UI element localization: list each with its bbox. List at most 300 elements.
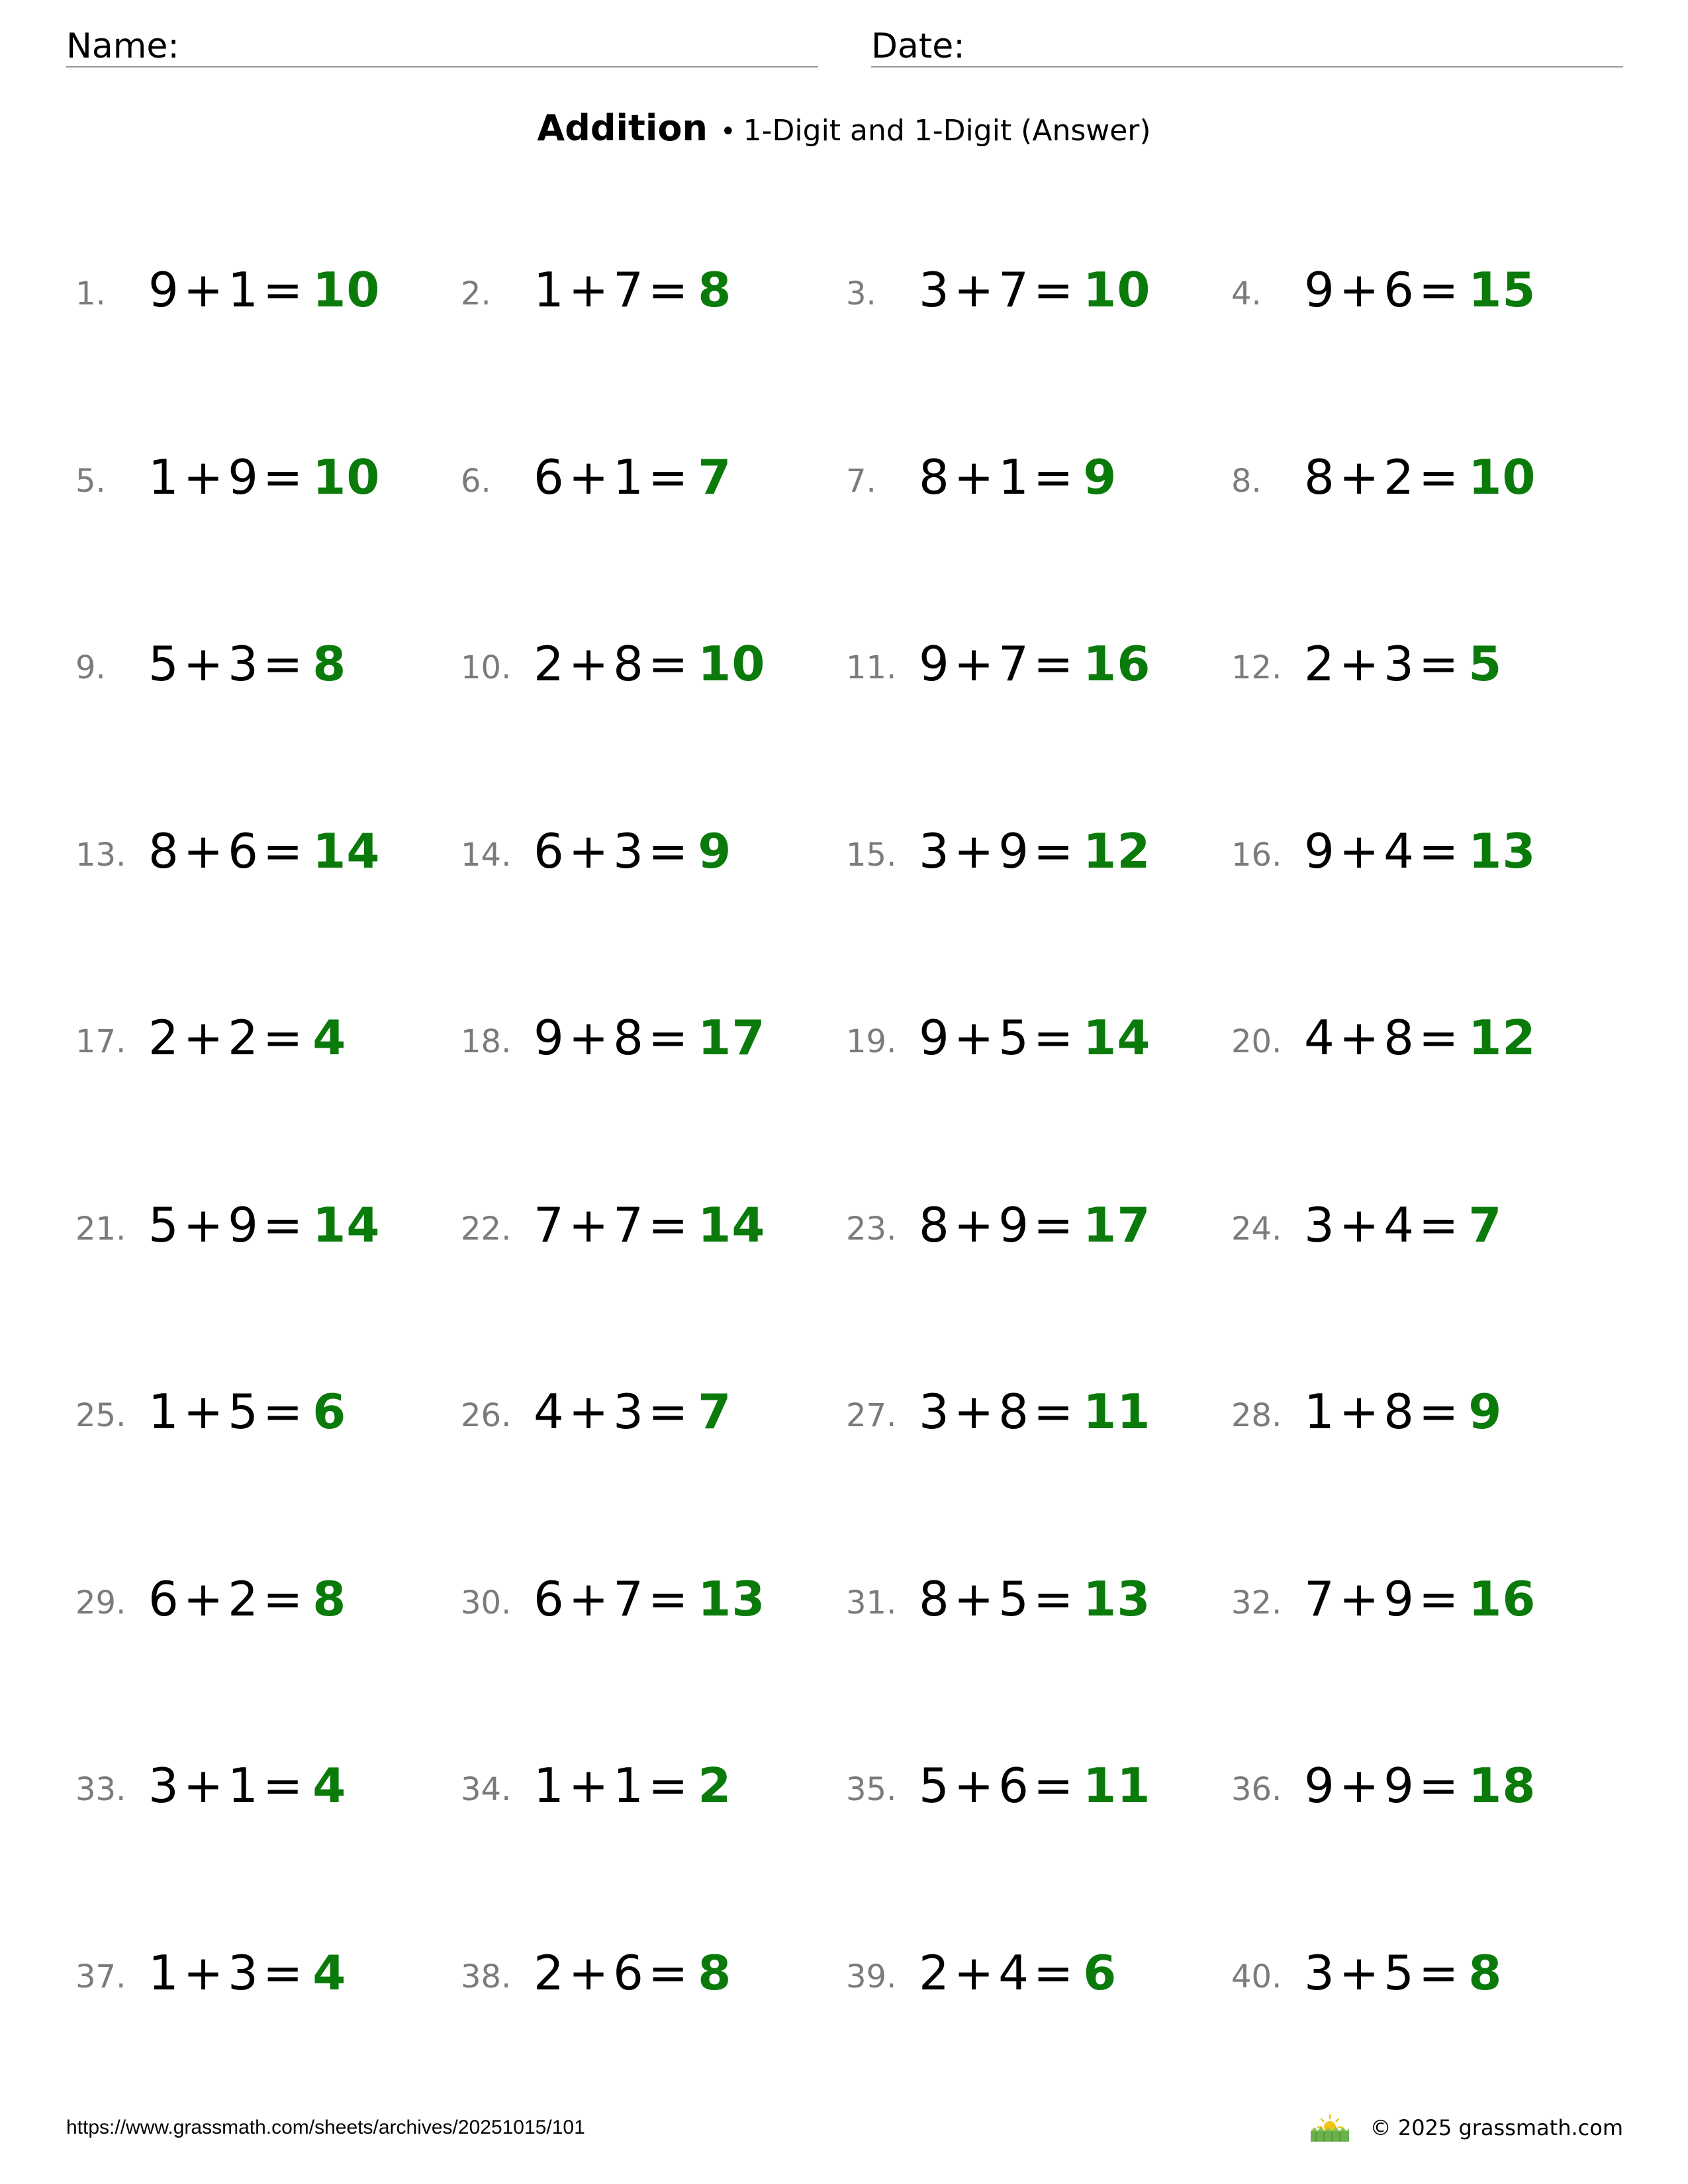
answer: 8 bbox=[312, 636, 347, 692]
equals-sign: = bbox=[262, 449, 304, 505]
answer: 7 bbox=[698, 449, 732, 505]
operand-a: 8 bbox=[148, 823, 179, 879]
operand-b: 8 bbox=[613, 636, 644, 692]
operand-a: 8 bbox=[1304, 449, 1335, 505]
operand-a: 9 bbox=[534, 1010, 565, 1066]
problem-number: 3. bbox=[846, 275, 876, 312]
title-separator: • bbox=[720, 116, 736, 147]
problem-number: 27. bbox=[846, 1397, 897, 1434]
problem-number: 1. bbox=[75, 275, 106, 312]
problem-number: 40. bbox=[1231, 1958, 1282, 1995]
answer: 9 bbox=[1468, 1384, 1503, 1439]
date-label: Date: bbox=[871, 26, 965, 66]
operator: + bbox=[1338, 1010, 1380, 1066]
equals-sign: = bbox=[1418, 1384, 1460, 1439]
problem-item bbox=[1231, 258, 1602, 324]
problem-expression bbox=[148, 1010, 346, 1066]
equals-sign: = bbox=[1418, 636, 1460, 692]
problem-number: 6. bbox=[461, 462, 491, 500]
answer: 13 bbox=[698, 1570, 766, 1627]
problem-number: 33. bbox=[75, 1771, 126, 1808]
operand-a: 8 bbox=[919, 1197, 950, 1253]
problem-item bbox=[1231, 1193, 1602, 1259]
operand-a: 5 bbox=[919, 1758, 950, 1813]
problem-item bbox=[75, 258, 446, 324]
operator: + bbox=[1338, 262, 1380, 318]
problem-expression bbox=[148, 823, 380, 879]
operand-a: 2 bbox=[919, 1944, 950, 2001]
problem-item bbox=[1231, 1754, 1602, 1820]
problem-item bbox=[461, 819, 831, 886]
equals-sign: = bbox=[262, 1384, 304, 1439]
problem-expression bbox=[919, 1384, 1150, 1439]
answer: 10 bbox=[1468, 449, 1536, 505]
operator: + bbox=[1338, 1758, 1380, 1813]
operand-a: 2 bbox=[534, 1944, 565, 2001]
answer: 4 bbox=[312, 1758, 347, 1813]
equals-sign: = bbox=[647, 262, 689, 318]
operand-a: 8 bbox=[919, 1570, 950, 1627]
problem-item bbox=[461, 1567, 831, 1633]
answer: 10 bbox=[312, 262, 381, 318]
problem-number: 28. bbox=[1231, 1397, 1282, 1434]
operand-a: 7 bbox=[1304, 1570, 1335, 1627]
answer: 13 bbox=[1468, 823, 1536, 879]
operator: + bbox=[953, 1197, 995, 1253]
answer: 16 bbox=[1083, 636, 1151, 692]
problem-expression bbox=[148, 262, 380, 318]
operator: + bbox=[1338, 449, 1380, 505]
problem-expression bbox=[148, 1571, 346, 1627]
equals-sign: = bbox=[1033, 1758, 1074, 1813]
answer: 18 bbox=[1468, 1758, 1536, 1813]
problem-number: 10. bbox=[461, 649, 512, 686]
equals-sign: = bbox=[1033, 636, 1074, 692]
problem-item bbox=[846, 632, 1217, 698]
problem-expression bbox=[919, 1197, 1150, 1253]
equals-sign: = bbox=[262, 1944, 304, 2001]
problem-item bbox=[846, 1006, 1217, 1072]
problem-expression bbox=[1304, 1384, 1502, 1439]
answer: 13 bbox=[1083, 1570, 1151, 1627]
operand-a: 2 bbox=[1304, 636, 1335, 692]
problem-number: 17. bbox=[75, 1023, 126, 1060]
answer: 8 bbox=[312, 1570, 347, 1627]
operand-a: 9 bbox=[148, 262, 179, 318]
problem-expression bbox=[1304, 262, 1536, 318]
operator: + bbox=[1338, 1197, 1380, 1253]
operator: + bbox=[183, 1758, 224, 1813]
answer: 2 bbox=[698, 1758, 732, 1813]
problem-item bbox=[75, 1006, 446, 1072]
problem-number: 21. bbox=[75, 1210, 126, 1248]
answer: 14 bbox=[312, 823, 381, 879]
operand-b: 7 bbox=[998, 262, 1029, 318]
problem-expression bbox=[148, 1197, 380, 1253]
operand-a: 6 bbox=[534, 1570, 565, 1627]
problem-number: 16. bbox=[1231, 836, 1282, 874]
operand-b: 2 bbox=[228, 1010, 259, 1066]
operand-a: 9 bbox=[1304, 262, 1335, 318]
problem-item bbox=[846, 819, 1217, 886]
operand-b: 4 bbox=[1383, 823, 1415, 879]
operand-a: 4 bbox=[534, 1384, 565, 1439]
operator: + bbox=[1338, 1570, 1380, 1627]
operand-a: 1 bbox=[148, 1944, 179, 2001]
problem-number: 23. bbox=[846, 1210, 897, 1248]
operator: + bbox=[183, 1944, 224, 2001]
problem-expression bbox=[919, 823, 1150, 879]
equals-sign: = bbox=[1418, 1570, 1460, 1627]
operator: + bbox=[183, 262, 224, 318]
problem-expression bbox=[534, 823, 731, 879]
operand-b: 6 bbox=[613, 1944, 644, 2001]
problem-number: 35. bbox=[846, 1771, 897, 1808]
problem-number: 14. bbox=[461, 836, 512, 874]
answer: 9 bbox=[698, 823, 732, 879]
operand-b: 7 bbox=[613, 262, 644, 318]
title-main: Addition bbox=[537, 107, 708, 149]
operand-a: 3 bbox=[919, 823, 950, 879]
equals-sign: = bbox=[262, 1758, 304, 1813]
problem-number: 36. bbox=[1231, 1771, 1282, 1808]
problem-item bbox=[75, 1380, 446, 1446]
operand-b: 5 bbox=[998, 1570, 1029, 1627]
footer-copyright: © 2025 grassmath.com bbox=[1370, 2115, 1623, 2140]
equals-sign: = bbox=[1418, 262, 1460, 318]
operand-b: 5 bbox=[998, 1010, 1029, 1066]
problem-expression bbox=[1304, 1010, 1536, 1066]
operand-b: 1 bbox=[613, 1758, 644, 1813]
equals-sign: = bbox=[262, 636, 304, 692]
problem-number: 4. bbox=[1231, 275, 1262, 312]
equals-sign: = bbox=[647, 1010, 689, 1066]
operator: + bbox=[1338, 636, 1380, 692]
answer: 8 bbox=[698, 1944, 732, 2001]
problem-number: 22. bbox=[461, 1210, 512, 1248]
operand-b: 3 bbox=[228, 1944, 259, 2001]
answer: 10 bbox=[312, 449, 381, 505]
answer: 10 bbox=[1083, 262, 1151, 318]
problem-number: 25. bbox=[75, 1397, 126, 1434]
operator: + bbox=[568, 449, 610, 505]
operand-b: 1 bbox=[228, 262, 259, 318]
problem-item bbox=[461, 1006, 831, 1072]
problem-item bbox=[75, 445, 446, 512]
operand-b: 7 bbox=[613, 1197, 644, 1253]
operand-b: 3 bbox=[228, 636, 259, 692]
operand-a: 9 bbox=[1304, 1758, 1335, 1813]
operand-b: 1 bbox=[228, 1758, 259, 1813]
answer: 6 bbox=[1083, 1944, 1117, 2001]
operator: + bbox=[568, 636, 610, 692]
operator: + bbox=[953, 823, 995, 879]
operator: + bbox=[1338, 823, 1380, 879]
problem-item bbox=[461, 1941, 831, 2007]
problem-item bbox=[1231, 632, 1602, 698]
problem-number: 39. bbox=[846, 1958, 897, 1995]
operator: + bbox=[953, 1384, 995, 1439]
problem-expression bbox=[534, 1945, 731, 2001]
operator: + bbox=[953, 1944, 995, 2001]
operator: + bbox=[568, 1010, 610, 1066]
operand-a: 2 bbox=[534, 636, 565, 692]
problem-number: 24. bbox=[1231, 1210, 1282, 1248]
operand-a: 9 bbox=[1304, 823, 1335, 879]
problem-expression bbox=[148, 1758, 346, 1813]
equals-sign: = bbox=[1418, 1758, 1460, 1813]
equals-sign: = bbox=[1033, 1010, 1074, 1066]
problem-item bbox=[1231, 445, 1602, 512]
problem-item bbox=[1231, 1380, 1602, 1446]
problem-number: 29. bbox=[75, 1584, 126, 1621]
problem-number: 31. bbox=[846, 1584, 897, 1621]
operator: + bbox=[953, 636, 995, 692]
problem-expression bbox=[534, 449, 731, 505]
footer-url: https://www.grassmath.com/sheets/archives/20251015/101 bbox=[66, 2116, 585, 2138]
equals-sign: = bbox=[262, 1197, 304, 1253]
operator: + bbox=[568, 1197, 610, 1253]
operator: + bbox=[183, 1384, 224, 1439]
equals-sign: = bbox=[1033, 262, 1074, 318]
answer: 7 bbox=[698, 1384, 732, 1439]
operand-b: 9 bbox=[998, 1197, 1029, 1253]
operator: + bbox=[1338, 1944, 1380, 2001]
operand-b: 6 bbox=[998, 1758, 1029, 1813]
operator: + bbox=[568, 1570, 610, 1627]
equals-sign: = bbox=[1033, 1197, 1074, 1253]
answer: 12 bbox=[1083, 823, 1151, 879]
operand-a: 6 bbox=[534, 449, 565, 505]
operand-a: 5 bbox=[148, 636, 179, 692]
operand-b: 9 bbox=[228, 1197, 259, 1253]
problem-expression bbox=[919, 449, 1117, 505]
operand-b: 3 bbox=[1383, 636, 1415, 692]
problem-number: 19. bbox=[846, 1023, 897, 1060]
problem-expression bbox=[1304, 449, 1536, 505]
problem-number: 34. bbox=[461, 1771, 512, 1808]
operator: + bbox=[568, 823, 610, 879]
operand-a: 8 bbox=[919, 449, 950, 505]
operand-b: 2 bbox=[228, 1570, 259, 1627]
problem-number: 30. bbox=[461, 1584, 512, 1621]
operator: + bbox=[953, 1758, 995, 1813]
operand-a: 1 bbox=[534, 1758, 565, 1813]
operand-a: 3 bbox=[1304, 1197, 1335, 1253]
equals-sign: = bbox=[1418, 1197, 1460, 1253]
operand-a: 3 bbox=[1304, 1944, 1335, 2001]
answer: 5 bbox=[1468, 636, 1503, 692]
equals-sign: = bbox=[647, 636, 689, 692]
problem-expression bbox=[534, 262, 731, 318]
operand-b: 3 bbox=[613, 1384, 644, 1439]
operand-b: 4 bbox=[998, 1944, 1029, 2001]
problem-item bbox=[1231, 1567, 1602, 1633]
problem-item bbox=[461, 1754, 831, 1820]
problem-expression bbox=[919, 636, 1150, 692]
problem-expression bbox=[919, 1758, 1150, 1813]
problem-item bbox=[461, 1380, 831, 1446]
operand-b: 1 bbox=[613, 449, 644, 505]
problem-item bbox=[75, 1567, 446, 1633]
equals-sign: = bbox=[647, 1197, 689, 1253]
problem-expression bbox=[1304, 1571, 1536, 1627]
operand-b: 1 bbox=[998, 449, 1029, 505]
problem-item bbox=[1231, 1941, 1602, 2007]
problem-item bbox=[461, 632, 831, 698]
answer: 14 bbox=[1083, 1010, 1151, 1066]
operator: + bbox=[183, 1570, 224, 1627]
equals-sign: = bbox=[647, 449, 689, 505]
problem-expression bbox=[1304, 1945, 1502, 2001]
problem-number: 26. bbox=[461, 1397, 512, 1434]
problem-number: 37. bbox=[75, 1958, 126, 1995]
operator: + bbox=[1338, 1384, 1380, 1439]
problem-number: 11. bbox=[846, 649, 897, 686]
operand-b: 6 bbox=[1383, 262, 1415, 318]
answer: 17 bbox=[1083, 1197, 1151, 1253]
problem-item bbox=[846, 445, 1217, 512]
problem-number: 5. bbox=[75, 462, 106, 500]
problem-item bbox=[846, 1754, 1217, 1820]
operand-a: 3 bbox=[919, 262, 950, 318]
name-label: Name: bbox=[66, 26, 179, 66]
problem-item bbox=[75, 632, 446, 698]
equals-sign: = bbox=[1033, 1570, 1074, 1627]
answer: 9 bbox=[1083, 449, 1117, 505]
problem-item bbox=[461, 258, 831, 324]
problem-item bbox=[846, 1567, 1217, 1633]
operand-a: 2 bbox=[148, 1010, 179, 1066]
problem-item bbox=[846, 258, 1217, 324]
operator: + bbox=[953, 449, 995, 505]
operand-b: 9 bbox=[228, 449, 259, 505]
operand-b: 5 bbox=[228, 1384, 259, 1439]
problem-number: 38. bbox=[461, 1958, 512, 1995]
problem-expression bbox=[919, 1945, 1117, 2001]
operand-b: 7 bbox=[998, 636, 1029, 692]
answer: 12 bbox=[1468, 1010, 1536, 1066]
equals-sign: = bbox=[1033, 1944, 1074, 2001]
operand-a: 4 bbox=[1304, 1010, 1335, 1066]
answer: 14 bbox=[312, 1197, 381, 1253]
operator: + bbox=[183, 1010, 224, 1066]
equals-sign: = bbox=[1033, 1384, 1074, 1439]
equals-sign: = bbox=[647, 823, 689, 879]
problem-expression bbox=[1304, 1758, 1536, 1813]
operator: + bbox=[568, 262, 610, 318]
operand-a: 9 bbox=[919, 1010, 950, 1066]
operand-a: 1 bbox=[148, 449, 179, 505]
operand-b: 9 bbox=[1383, 1570, 1415, 1627]
equals-sign: = bbox=[262, 262, 304, 318]
equals-sign: = bbox=[262, 823, 304, 879]
problem-item bbox=[461, 445, 831, 512]
equals-sign: = bbox=[1033, 823, 1074, 879]
problem-expression bbox=[534, 636, 765, 692]
operand-b: 6 bbox=[228, 823, 259, 879]
problem-expression bbox=[534, 1384, 731, 1439]
answer: 4 bbox=[312, 1944, 347, 2001]
operator: + bbox=[568, 1384, 610, 1439]
problem-number: 2. bbox=[461, 275, 491, 312]
equals-sign: = bbox=[1418, 449, 1460, 505]
problem-expression bbox=[919, 1571, 1150, 1627]
answer: 16 bbox=[1468, 1570, 1536, 1627]
equals-sign: = bbox=[1418, 823, 1460, 879]
problem-item bbox=[846, 1380, 1217, 1446]
answer: 4 bbox=[312, 1010, 347, 1066]
operand-a: 3 bbox=[919, 1384, 950, 1439]
equals-sign: = bbox=[647, 1570, 689, 1627]
operand-a: 7 bbox=[534, 1197, 565, 1253]
problem-expression bbox=[1304, 823, 1536, 879]
operand-b: 9 bbox=[998, 823, 1029, 879]
problem-item bbox=[75, 1754, 446, 1820]
equals-sign: = bbox=[647, 1758, 689, 1813]
problem-number: 32. bbox=[1231, 1584, 1282, 1621]
operand-a: 1 bbox=[148, 1384, 179, 1439]
problem-expression bbox=[148, 449, 380, 505]
problem-expression bbox=[534, 1197, 765, 1253]
operand-a: 6 bbox=[534, 823, 565, 879]
operand-a: 6 bbox=[148, 1570, 179, 1627]
problem-item bbox=[75, 819, 446, 886]
problem-expression bbox=[148, 636, 346, 692]
problem-expression bbox=[1304, 1197, 1502, 1253]
problem-number: 12. bbox=[1231, 649, 1282, 686]
answer: 7 bbox=[1468, 1197, 1503, 1253]
operand-a: 1 bbox=[1304, 1384, 1335, 1439]
answer: 14 bbox=[698, 1197, 766, 1253]
operand-a: 9 bbox=[919, 636, 950, 692]
problem-number: 8. bbox=[1231, 462, 1262, 500]
problem-item bbox=[75, 1941, 446, 2007]
problem-number: 9. bbox=[75, 649, 106, 686]
operand-b: 9 bbox=[1383, 1758, 1415, 1813]
problem-expression bbox=[148, 1384, 346, 1439]
answer: 11 bbox=[1083, 1758, 1151, 1813]
problem-number: 18. bbox=[461, 1023, 512, 1060]
operator: + bbox=[953, 262, 995, 318]
equals-sign: = bbox=[1418, 1944, 1460, 2001]
equals-sign: = bbox=[647, 1384, 689, 1439]
problem-number: 7. bbox=[846, 462, 876, 500]
equals-sign: = bbox=[1418, 1010, 1460, 1066]
problem-number: 20. bbox=[1231, 1023, 1282, 1060]
equals-sign: = bbox=[262, 1570, 304, 1627]
answer: 15 bbox=[1468, 262, 1536, 318]
problem-expression bbox=[919, 1010, 1150, 1066]
answer: 8 bbox=[698, 262, 732, 318]
equals-sign: = bbox=[262, 1010, 304, 1066]
problem-item bbox=[1231, 1006, 1602, 1072]
problem-item bbox=[75, 1193, 446, 1259]
problem-expression bbox=[534, 1571, 765, 1627]
problem-expression bbox=[1304, 636, 1502, 692]
answer: 6 bbox=[312, 1384, 347, 1439]
problem-number: 15. bbox=[846, 836, 897, 874]
problem-item bbox=[846, 1941, 1217, 2007]
grass-sun-logo-icon bbox=[1307, 2113, 1353, 2143]
problem-expression bbox=[534, 1010, 765, 1066]
operand-b: 8 bbox=[1383, 1010, 1415, 1066]
operand-b: 8 bbox=[998, 1384, 1029, 1439]
operator: + bbox=[183, 1197, 224, 1253]
equals-sign: = bbox=[647, 1944, 689, 2001]
operand-b: 7 bbox=[613, 1570, 644, 1627]
operator: + bbox=[568, 1944, 610, 2001]
